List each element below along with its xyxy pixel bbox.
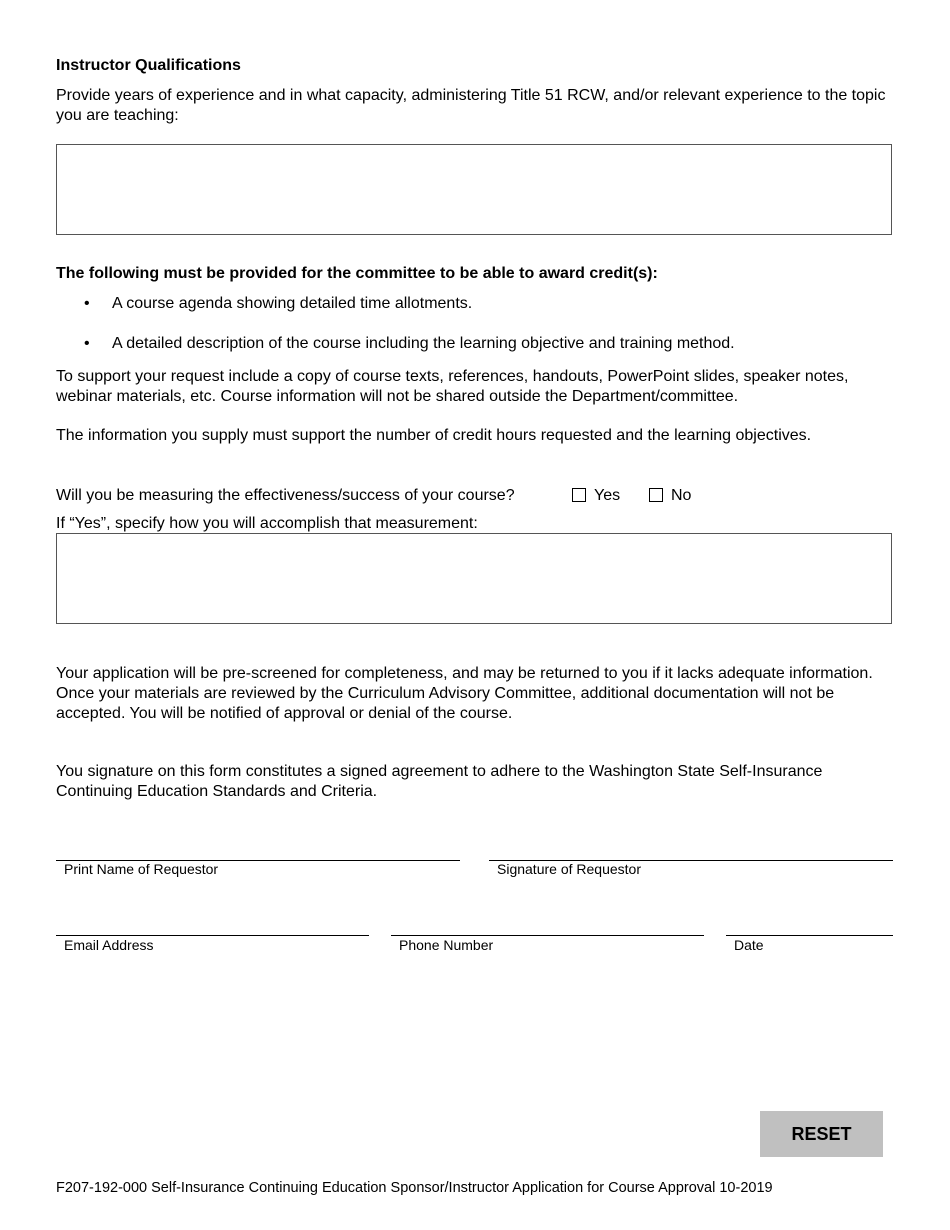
info-text: The information you supply must support the number of credit hours requested and the learning objectives. [56,427,812,444]
yes-label: Yes [594,487,621,504]
form-footer: F207-192-000 Self-Insurance Continuing Education Sponsor/Instructor Application for Course Approval 10-2019 [56,1180,773,1196]
date-label: Date [734,937,764,953]
phone-field[interactable] [391,911,704,936]
list-item-text: A detailed description of the course including the learning objective and training method. [112,335,735,352]
print-name-label: Print Name of Requestor [64,861,219,877]
no-checkbox[interactable] [649,488,663,502]
bullet-icon: • [84,295,90,312]
no-label: No [671,487,692,504]
measurement-input[interactable] [56,533,892,624]
measurement-specify-prompt: If “Yes”, specify how you will accomplish that measurement: [56,515,478,532]
signature-label: Signature of Requestor [497,861,641,877]
support-text: To support your request include a copy of course texts, references, handouts, PowerPoint slides, speaker notes, webinar materials, etc. Course information will not be shared outside the Department/committee. [56,368,849,405]
reset-button[interactable]: RESET [760,1111,883,1157]
print-name-field[interactable] [56,836,460,861]
bullet-icon: • [84,335,90,352]
agreement-text: You signature on this form constitutes a signed agreement to adhere to the Washington State Self-Insurance Continuing Education Standards and Criteria. [56,763,823,800]
requirements-heading: The following must be provided for the committee to be able to award credit(s): [56,265,658,282]
email-field[interactable] [56,911,369,936]
measurement-question: Will you be measuring the effectiveness/success of your course? [56,487,515,504]
prescreen-text: Your application will be pre-screened for completeness, and may be returned to you if it lacks adequate information. Once your materials are reviewed by the Curriculum Advisory Committee, additional documentation will not be accepted. You will be notified of approval or denial of the course. [56,665,873,722]
qualifications-input[interactable] [56,144,892,235]
email-label: Email Address [64,937,154,953]
list-item-text: A course agenda showing detailed time allotments. [112,295,473,312]
qualifications-prompt: Provide years of experience and in what capacity, administering Title 51 RCW, and/or relevant experience to the topic you are teaching: [56,87,886,124]
yes-checkbox[interactable] [572,488,586,502]
phone-label: Phone Number [399,937,494,953]
qualifications-heading: Instructor Qualifications [56,57,241,74]
date-field[interactable] [726,911,893,936]
signature-field[interactable] [489,836,893,861]
